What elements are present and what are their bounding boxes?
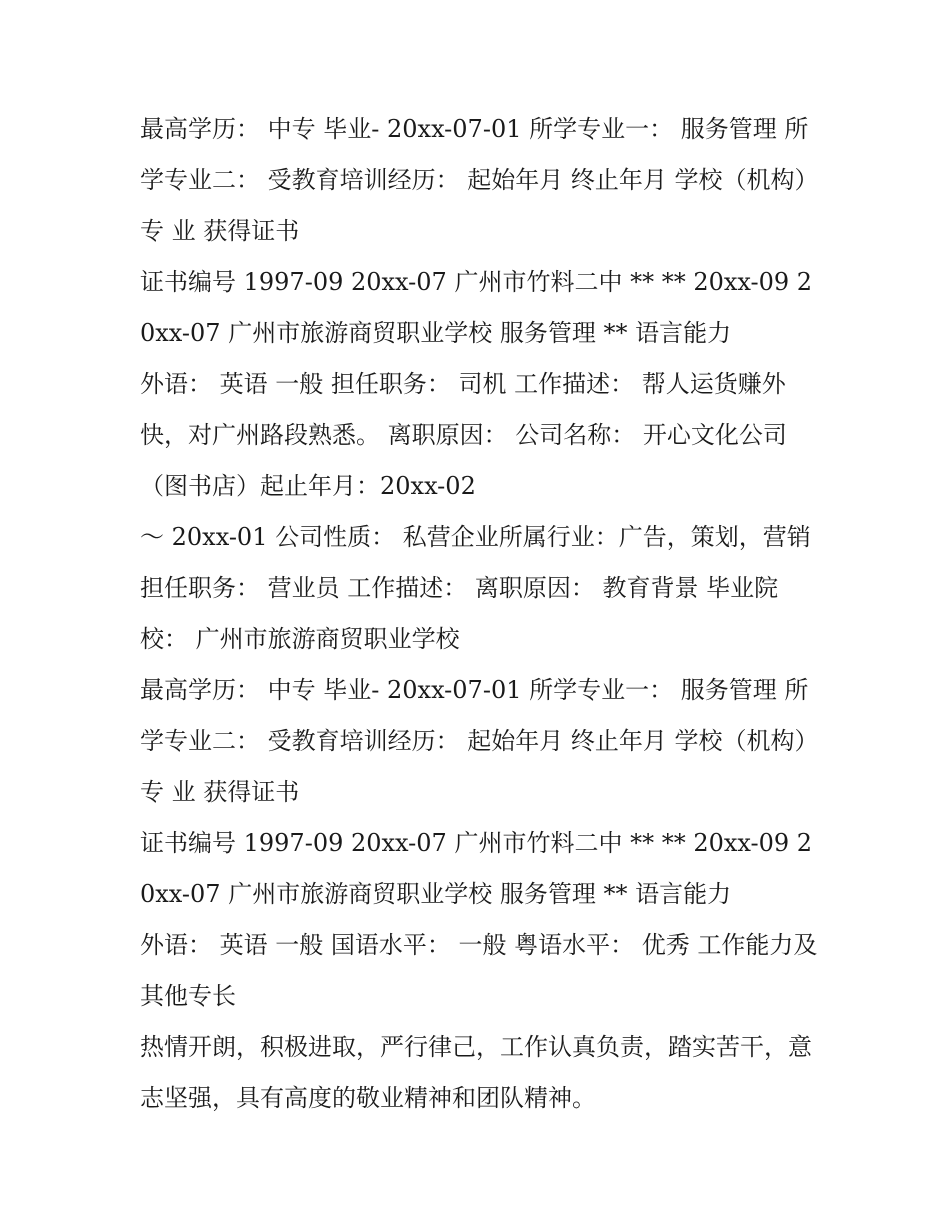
paragraph-company-info: ～ 20xx-01 公司性质： 私营企业所属行业：广告，策划，营销担任职务： 营业员 工作描述： 离职原因： 教育背景 毕业院校： 广州市旅游商贸职业学校: [140, 523, 811, 653]
paragraph-education-1: 最高学历： 中专 毕业- 20xx-07-01 所学专业一： 服务管理 所学专业二： 受教育培训经历： 起始年月 终止年月 学校（机构） 专 业 获得证书: [140, 115, 827, 245]
paragraph-self-evaluation: 热情开朗，积极进取，严行律己，工作认真负责，踏实苦干，意志坚强，具有高度的敬业精神和团队精神。: [140, 1033, 812, 1112]
paragraph-certificates-1: 证书编号 1997-09 20xx-07 广州市竹料二中 ** ** 20xx-09 20xx-07 广州市旅游商贸职业学校 服务管理 ** 语言能力: [140, 268, 813, 347]
paragraph-education-2: 最高学历： 中专 毕业- 20xx-07-01 所学专业一： 服务管理 所学专业二： 受教育培训经历： 起始年月 终止年月 学校（机构） 专 业 获得证书: [140, 676, 827, 806]
paragraph-language-skills: 外语： 英语 一般 国语水平： 一般 粤语水平： 优秀 工作能力及其他专长: [140, 931, 818, 1010]
document-body: [140, 104, 827, 1124]
paragraph-certificates-2: 证书编号 1997-09 20xx-07 广州市竹料二中 ** ** 20xx-09 20xx-07 广州市旅游商贸职业学校 服务管理 ** 语言能力: [140, 829, 813, 908]
paragraph-work-experience: 外语： 英语 一般 担任职务： 司机 工作描述： 帮人运货赚外快，对广州路段熟悉。 离职原因： 公司名称： 开心文化公司（图书店）起止年月：20xx-02: [140, 370, 787, 500]
